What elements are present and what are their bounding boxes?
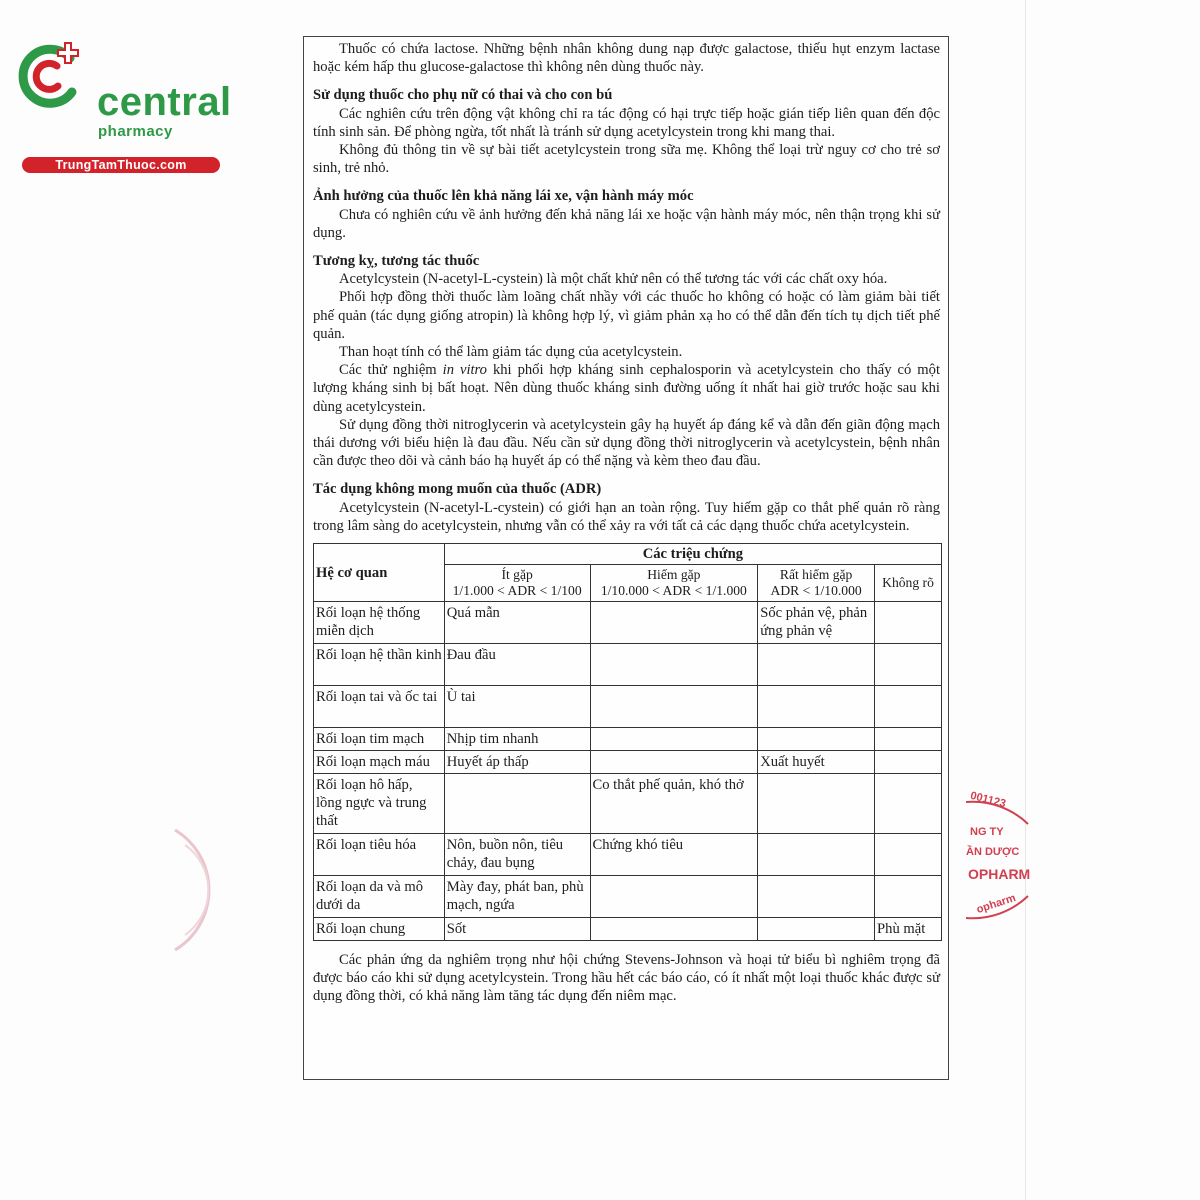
organ-cell: Rối loạn tim mạch	[314, 728, 445, 751]
very-rare-cell	[758, 774, 875, 834]
unknown-cell: Phù mặt	[875, 918, 942, 941]
header-very-rare-label: Rất hiếm gặp	[779, 567, 853, 583]
header-uncommon	[444, 565, 590, 602]
table-row	[314, 602, 942, 644]
header-unknown: Không rõ	[875, 565, 942, 602]
interaction-4-part-b: khi phối hợp kháng sinh cephalosporin và acetylcystein cho thấy có một lượng kháng sinh bị bất hoạt. Nên dùng thuốc kháng sinh đường uống ít nhất hai giờ trước hoặc sau khi dùng acetylcystein.	[313, 362, 940, 415]
table-row	[314, 834, 942, 876]
very-rare-cell	[758, 876, 875, 918]
rare-cell	[590, 686, 758, 728]
document-page	[303, 36, 949, 1080]
stamp-text-3: ẦN DƯỢC	[966, 846, 1020, 858]
very-rare-cell	[758, 834, 875, 876]
interaction-4-part-a: Các thử nghiệm	[339, 362, 443, 379]
paragraph-interaction-4	[313, 361, 940, 416]
paragraph-interaction-5: Sử dụng đồng thời nitroglycerin và acetylcystein gây hạ huyết áp đáng kể và dẫn đến giãn động mạch thái dương với biểu hiện là đau đầu. Nếu cần sử dụng đồng thời nitroglycerin và acetylcystein, bệnh nhân cần được theo dõi và cảnh báo hạ huyết áp có thể nặng và kèm theo đau đầu.	[313, 416, 940, 470]
uncommon-cell: Ù tai	[444, 686, 590, 728]
paragraph-pregnancy-1: Các nghiên cứu trên động vật không chỉ ra tác động có hại trực tiếp hoặc gián tiếp liên quan đến độc tính sinh sản. Để phòng ngừa, tốt nhất là tránh sử dụng acetylcystein trong khi mang thai.	[313, 105, 940, 140]
organ-cell: Rối loạn da và mô dưới da	[314, 876, 445, 918]
uncommon-cell: Huyết áp thấp	[444, 751, 590, 774]
heading-interactions: Tương kỵ, tương tác thuốc	[313, 253, 480, 270]
page-fold-edge	[1025, 0, 1026, 1200]
uncommon-cell	[444, 774, 590, 834]
organ-cell: Rối loạn hệ thống miễn dịch	[314, 602, 445, 644]
header-rare-label: Hiếm gặp	[647, 567, 701, 583]
stamp-text-2: NG TY	[970, 826, 1004, 838]
company-stamp-right	[962, 790, 1032, 930]
header-uncommon-label: Ít gặp	[501, 567, 533, 583]
central-pharmacy-logo	[10, 38, 232, 172]
paragraph-adr: Acetylcystein (N-acetyl-L-cystein) có giới hạn an toàn rộng. Tuy hiếm gặp co thắt phế quản rõ ràng trong lâm sàng do acetylcystein, nhưng vẫn có thể xảy ra với tất cả các dạng thuốc chứa acetylcystein.	[313, 499, 940, 534]
table-row	[314, 774, 942, 834]
very-rare-cell	[758, 686, 875, 728]
organ-cell: Rối loạn chung	[314, 918, 445, 941]
rare-cell	[590, 644, 758, 686]
rare-cell: Co thắt phế quản, khó thở	[590, 774, 758, 834]
stamp-text-1: 001123	[969, 789, 1008, 811]
unknown-cell	[875, 751, 942, 774]
uncommon-cell: Sốt	[444, 918, 590, 941]
paragraph-lactose: Thuốc có chứa lactose. Những bệnh nhân không dung nạp được galactose, thiếu hụt enzym lactase hoặc kém hấp thu glucose-galactose thì không nên dùng thuốc này.	[313, 41, 940, 76]
header-very-rare	[758, 565, 875, 602]
organ-cell: Rối loạn hệ thần kinh	[314, 644, 445, 686]
rare-cell	[590, 728, 758, 751]
faint-stamp-left	[170, 825, 230, 955]
table-row	[314, 644, 942, 686]
paragraph-driving: Chưa có nghiên cứu về ảnh hưởng đến khả năng lái xe hoặc vận hành máy móc, nên thận trọng khi sử dụng.	[313, 206, 940, 241]
rare-cell	[590, 918, 758, 941]
paragraph-interaction-3: Than hoạt tính có thể làm giảm tác dụng của acetylcystein.	[339, 344, 683, 361]
uncommon-cell: Nhịp tim nhanh	[444, 728, 590, 751]
unknown-cell	[875, 686, 942, 728]
header-uncommon-range: 1/1.000 < ADR < 1/100	[452, 583, 582, 599]
rare-cell: Chứng khó tiêu	[590, 834, 758, 876]
uncommon-cell: Quá mẫn	[444, 602, 590, 644]
header-organ-system: Hệ cơ quan	[314, 544, 445, 602]
rare-cell	[590, 602, 758, 644]
paragraph-interaction-2: Phối hợp đồng thời thuốc làm loãng chất nhầy với các thuốc ho không có hoặc có làm giảm bài tiết phế quản (tác dụng giống atropin) là không hợp lý, vì giảm phản xạ ho có thể dẫn đến tích tụ dịch tiết phế quản.	[313, 289, 940, 342]
stamp-text-4: OPHARM	[968, 866, 1031, 882]
very-rare-cell	[758, 644, 875, 686]
table-row	[314, 728, 942, 751]
paragraph-interaction-1: Acetylcystein (N-acetyl-L-cystein) là một chất khử nên có thể tương tác với các chất oxy hóa.	[339, 271, 888, 288]
unknown-cell	[875, 876, 942, 918]
uncommon-cell: Mày đay, phát ban, phù mạch, ngứa	[444, 876, 590, 918]
heading-pregnancy: Sử dụng thuốc cho phụ nữ có thai và cho con bú	[313, 87, 613, 104]
pharmacy-logo-icon	[12, 40, 84, 112]
heading-adr: Tác dụng không mong muốn của thuốc (ADR)	[313, 481, 602, 498]
uncommon-cell: Nôn, buồn nôn, tiêu chảy, đau bụng	[444, 834, 590, 876]
header-symptoms: Các triệu chứng	[444, 544, 941, 565]
paragraph-final: Các phản ứng da nghiêm trọng như hội chứng Stevens-Johnson và hoại tử biểu bì nghiêm trọng đã được báo cáo khi sử dụng acetylcystein. Trong hầu hết các báo cáo, có ít nhất một loại thuốc khác được sử dụng đồng thời, có khả năng làm tăng tác dụng đến niêm mạc.	[313, 952, 940, 1005]
very-rare-cell: Xuất huyết	[758, 751, 875, 774]
header-rare-range: 1/10.000 < ADR < 1/1.000	[600, 583, 747, 599]
table-row	[314, 918, 942, 941]
organ-cell: Rối loạn mạch máu	[314, 751, 445, 774]
logo-website[interactable]: TrungTamThuoc.com	[22, 157, 220, 173]
unknown-cell	[875, 644, 942, 686]
very-rare-cell	[758, 728, 875, 751]
stamp-text-5: opharm	[975, 892, 1018, 916]
logo-subtitle: pharmacy	[98, 123, 173, 140]
logo-brand-name: central	[97, 80, 232, 124]
heading-driving: Ảnh hưởng của thuốc lên khả năng lái xe, vận hành máy móc	[313, 188, 694, 205]
header-rare	[590, 565, 758, 602]
unknown-cell	[875, 774, 942, 834]
unknown-cell	[875, 602, 942, 644]
adr-table	[313, 543, 942, 941]
unknown-cell	[875, 728, 942, 751]
rare-cell	[590, 876, 758, 918]
organ-cell: Rối loạn tiêu hóa	[314, 834, 445, 876]
very-rare-cell: Sốc phản vệ, phản ứng phản vệ	[758, 602, 875, 644]
organ-cell: Rối loạn hô hấp, lồng ngực và trung thất	[314, 774, 445, 834]
interaction-4-italic: in vitro	[442, 362, 487, 379]
uncommon-cell: Đau đầu	[444, 644, 590, 686]
paragraph-pregnancy-2: Không đủ thông tin về sự bài tiết acetylcystein trong sữa mẹ. Không thể loại trừ nguy cơ cho trẻ sơ sinh, trẻ nhỏ.	[313, 142, 940, 177]
table-row	[314, 686, 942, 728]
organ-cell: Rối loạn tai và ốc tai	[314, 686, 445, 728]
table-row	[314, 876, 942, 918]
unknown-cell	[875, 834, 942, 876]
table-row	[314, 751, 942, 774]
very-rare-cell	[758, 918, 875, 941]
rare-cell	[590, 751, 758, 774]
header-very-rare-range: ADR < 1/10.000	[770, 583, 862, 599]
